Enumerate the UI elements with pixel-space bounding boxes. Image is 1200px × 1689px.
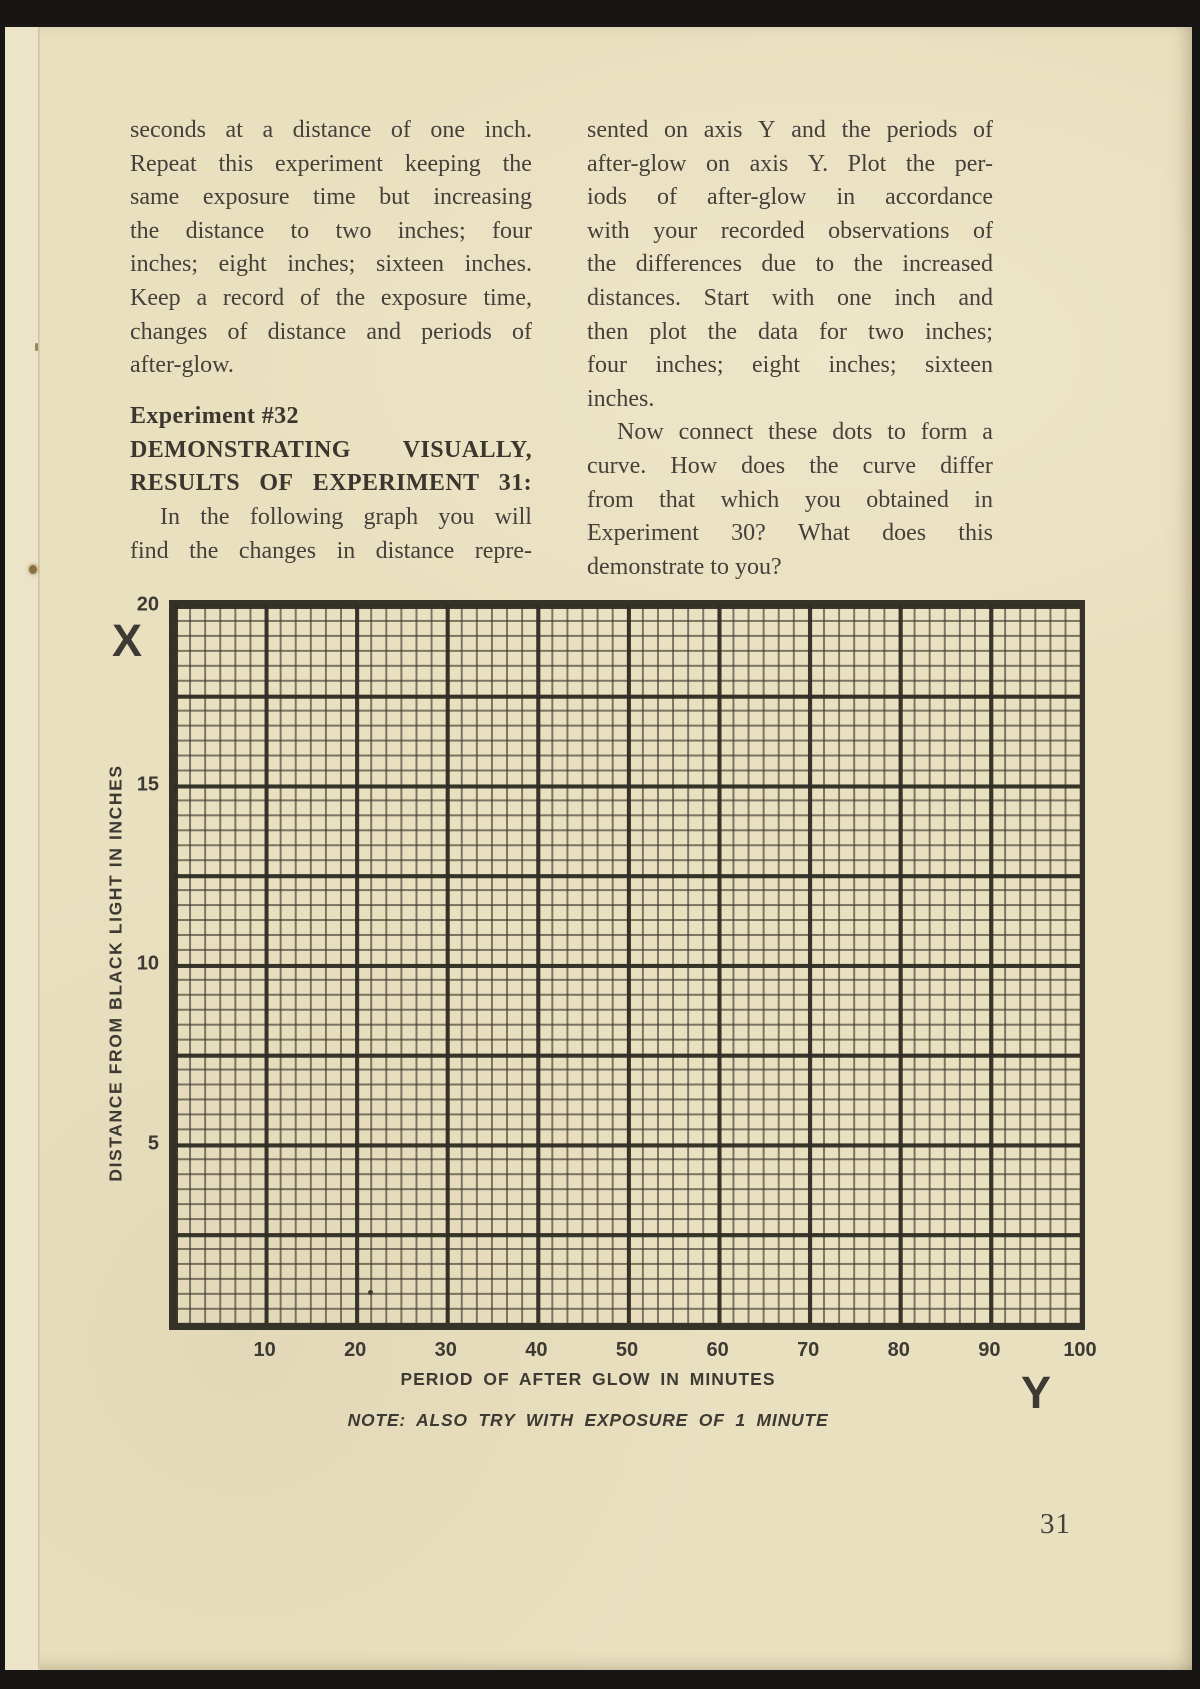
text-line: find the changes in distance repre- bbox=[130, 537, 532, 564]
text-line: after-glow on axis Y. Plot the per- bbox=[587, 150, 993, 177]
page-crease bbox=[38, 27, 40, 1670]
foxing-spot bbox=[35, 343, 38, 351]
x-tick-label: 50 bbox=[615, 1339, 639, 1361]
text-line: Experiment #32 bbox=[130, 402, 299, 429]
x-tick-label: 80 bbox=[887, 1339, 910, 1361]
y-tick-label: 5 bbox=[147, 1132, 159, 1154]
text-line: inches. bbox=[587, 385, 655, 412]
text-line: from that which you obtained in bbox=[587, 486, 993, 513]
y-axis-letter-label: X bbox=[112, 615, 143, 666]
foxing-spot bbox=[29, 565, 37, 574]
text-line: then plot the data for two inches; bbox=[587, 318, 993, 345]
text-line: inches; eight inches; sixteen inches. bbox=[130, 251, 532, 278]
text-line: distances. Start with one inch and bbox=[587, 284, 993, 311]
x-axis-title: PERIOD OF AFTER GLOW IN MINUTES bbox=[400, 1369, 776, 1389]
y-axis-title: DISTANCE FROM BLACK LIGHT IN INCHES bbox=[105, 764, 126, 1182]
text-line: the distance to two inches; four bbox=[130, 217, 532, 244]
paragraph bbox=[130, 501, 532, 568]
text-column-left bbox=[130, 114, 532, 568]
text-line: curve. How does the curve differ bbox=[587, 452, 993, 479]
x-axis-letter-label: Y bbox=[1021, 1367, 1052, 1418]
x-tick-label: 60 bbox=[706, 1339, 729, 1361]
text-line: iods of after-glow in accordance bbox=[587, 184, 993, 211]
text-line: four inches; eight inches; sixteen bbox=[587, 352, 993, 379]
text-line: after-glow. bbox=[130, 352, 234, 379]
y-tick-label: 10 bbox=[136, 952, 159, 975]
page-gutter-edge bbox=[5, 27, 38, 1670]
text-line: the differences due to the increased bbox=[587, 251, 993, 278]
text-line: changes of distance and periods of bbox=[130, 318, 532, 345]
text-line: Now connect these dots to form a bbox=[617, 419, 993, 446]
x-tick-label: 90 bbox=[978, 1339, 1001, 1361]
x-tick-label: 10 bbox=[253, 1339, 276, 1361]
x-tick-label: 30 bbox=[434, 1339, 457, 1361]
text-line: Repeat this experiment keeping the bbox=[130, 150, 532, 177]
text-line: sented on axis Y and the periods of bbox=[587, 117, 993, 143]
text-line: with your recorded observations of bbox=[587, 217, 993, 244]
text-line: DEMONSTRATING VISUALLY, bbox=[130, 436, 532, 463]
y-tick-label: 15 bbox=[136, 773, 159, 795]
text-column-right bbox=[587, 114, 993, 584]
text-line: RESULTS OF EXPERIMENT 31: bbox=[130, 470, 532, 497]
text-line: Keep a record of the exposure time, bbox=[130, 284, 532, 311]
text-line: seconds at a distance of one inch. bbox=[130, 117, 532, 143]
x-tick-label: 20 bbox=[344, 1339, 367, 1361]
x-axis-ticks bbox=[169, 1339, 1097, 1365]
x-tick-label: 100 bbox=[1063, 1339, 1097, 1361]
graph-grid bbox=[169, 600, 1085, 1330]
y-tick-label: 20 bbox=[136, 593, 159, 616]
page-number: 31 bbox=[1040, 1508, 1071, 1540]
text-line: Experiment 30? What does this bbox=[587, 520, 993, 547]
text-line: same exposure time but increasing bbox=[130, 184, 532, 211]
paragraph bbox=[130, 114, 532, 383]
text-line: demonstrate to you? bbox=[587, 553, 782, 580]
text-line: In the following graph you will bbox=[160, 504, 532, 531]
graph-note: NOTE: ALSO TRY WITH EXPOSURE OF 1 MINUTE bbox=[347, 1410, 829, 1430]
experiment-heading bbox=[130, 400, 532, 501]
paragraph bbox=[587, 416, 993, 584]
paragraph bbox=[587, 114, 993, 416]
x-tick-label: 40 bbox=[525, 1339, 548, 1361]
x-tick-label: 70 bbox=[797, 1339, 820, 1361]
